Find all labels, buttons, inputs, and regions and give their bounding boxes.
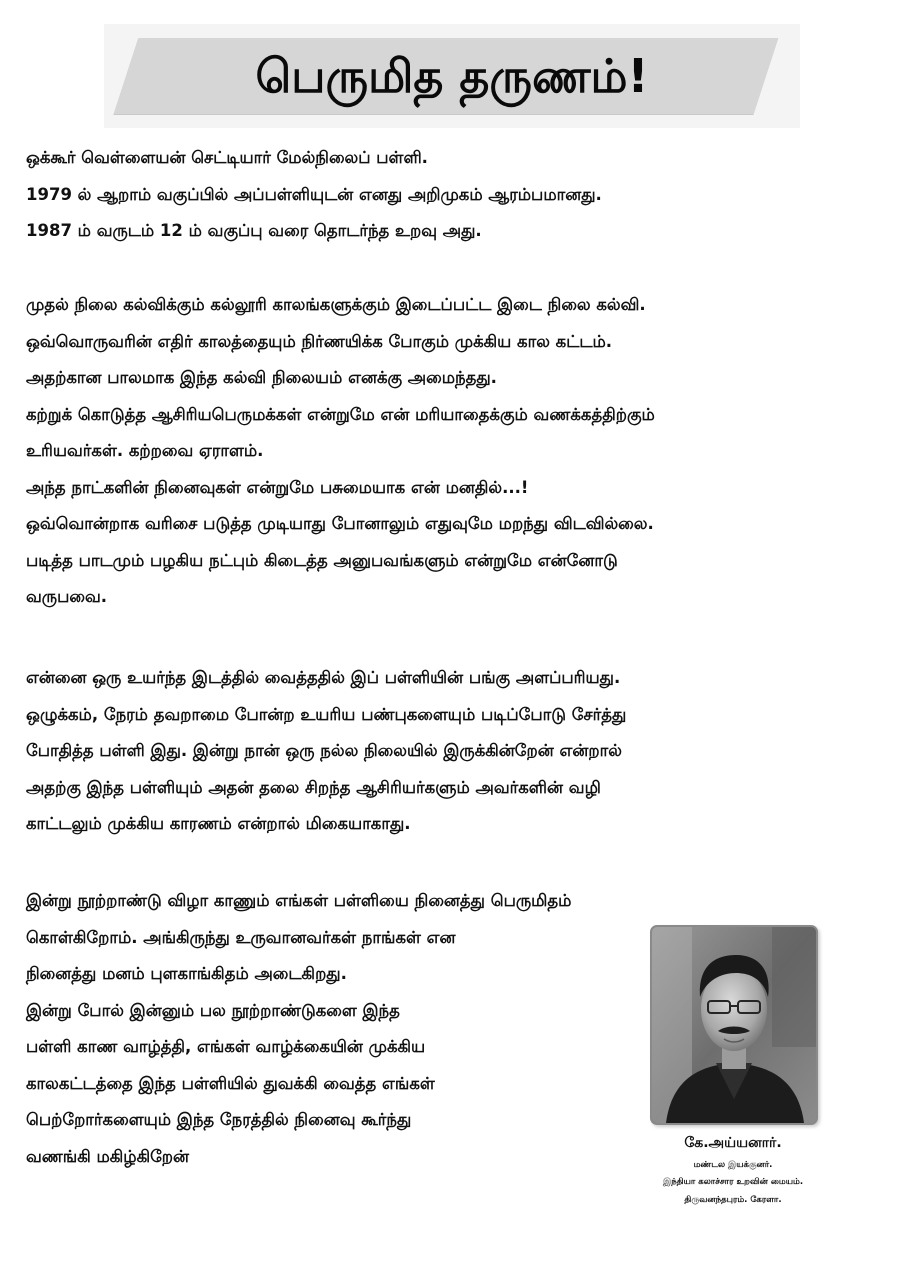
paragraph-line: முதல் நிலை கல்விக்கும் கல்லூரி காலங்களுக்கும் இடைப்பட்ட இடை நிலை கல்வி. (26, 295, 646, 314)
paragraph-line: ஒவ்வொருவரின் எதிர் காலத்தையும் நிர்ணயிக்க போகும் முக்கிய கால கட்டம். (26, 331, 613, 351)
paragraph-education-memories (26, 287, 886, 616)
author-location: திருவனந்தபுரம். கேரளா. (684, 1195, 782, 1205)
paragraph-line: ஒக்கூர் வெள்ளையன் செட்டியார் மேல்நிலைப் பள்ளி. (26, 148, 428, 167)
paragraph-line: நினைத்து மனம் புளகாங்கிதம் அடைகிறது. (26, 964, 347, 983)
author-name: கே.அய்யனார். (684, 1135, 782, 1151)
paragraph-line: இன்று போல் இன்னும் பல நூற்றாண்டுகளை இந்த (26, 1000, 400, 1020)
portrait-photo-icon (652, 927, 816, 1123)
paragraph-line: 1987 ம் வருடம் 12 ம் வகுப்பு வரை தொடர்ந்த உறவு அது. (26, 221, 482, 240)
paragraph-line: ஒவ்வொன்றாக வரிசை படுத்த முடியாது போனாலும் எதுவுமே மறந்து விடவில்லை. (26, 514, 654, 533)
paragraph-line: போதித்த பள்ளி இது. இன்று நான் ஒரு நல்ல நிலையில் இருக்கின்றேன் என்றால் (26, 741, 622, 760)
paragraph-line: படித்த பாடமும் பழகிய நட்பும் கிடைத்த அனுபவங்களும் என்றுமே என்னோடு (26, 550, 618, 570)
author-portrait-photo (650, 925, 818, 1125)
paragraph-line: கற்றுக் கொடுத்த ஆசிரியபெருமக்கள் என்றுமே என் மரியாதைக்கும் வணக்கத்திற்கும் (26, 404, 655, 424)
paragraph-line: ஒழுக்கம், நேரம் தவறாமை போன்ற உயரிய பண்புகளையும் படிப்போடு சேர்த்து (26, 704, 627, 724)
title-banner (104, 24, 800, 128)
page-title: பெருமித தருணம்! (255, 49, 649, 103)
paragraph-line: கொள்கிறோம். அங்கிருந்து உருவானவர்கள் நாங்கள் என (26, 927, 456, 947)
paragraph-school-intro (26, 140, 886, 250)
paragraph-line: காட்டலும் முக்கிய காரணம் என்றால் மிகையாகாது. (26, 814, 411, 833)
paragraph-line: இன்று நூற்றாண்டு விழா காணும் எங்கள் பள்ளியை நினைத்து பெருமிதம் (26, 891, 572, 910)
paragraph-line: உரியவர்கள். கற்றவை ஏராளம். (26, 441, 264, 460)
paragraph-line: அதற்கு இந்த பள்ளியும் அதன் தலை சிறந்த ஆசிரியர்களும் அவர்களின் வழி (26, 777, 601, 797)
paragraph-line: அந்த நாட்களின் நினைவுகள் என்றுமே பசுமையாக என் மனதில்...! (26, 477, 529, 497)
author-organization: இந்தியா கலாச்சார உறவின் மையம். (662, 1177, 804, 1187)
paragraph-school-role (26, 660, 886, 843)
paragraph-line: பள்ளி காண வாழ்த்தி, எங்கள் வாழ்க்கையின் முக்கிய (26, 1037, 426, 1056)
paragraph-line: என்னை ஒரு உயர்ந்த இடத்தில் வைத்ததில் இப் பள்ளியின் பங்கு அளப்பரியது. (26, 668, 621, 687)
paragraph-centenary-wishes (26, 883, 636, 1175)
paragraph-line: வணங்கி மகிழ்கிறேன் (26, 1146, 190, 1166)
paragraph-line: வருபவை. (26, 587, 108, 606)
paragraph-line: பெற்றோர்களையும் இந்த நேரத்தில் நினைவு கூர்ந்து (26, 1110, 412, 1129)
paragraph-line: அதற்கான பாலமாக இந்த கல்வி நிலையம் எனக்கு அமைந்தது. (26, 368, 497, 387)
paragraph-line: 1979 ல் ஆறாம் வகுப்பில் அப்பள்ளியுடன் எனது அறிமுகம் ஆரம்பமானது. (26, 184, 602, 204)
paragraph-line: காலகட்டத்தை இந்த பள்ளியில் துவக்கி வைத்த எங்கள் (26, 1073, 435, 1093)
author-designation: மண்டல இயக்குனர். (693, 1160, 773, 1170)
